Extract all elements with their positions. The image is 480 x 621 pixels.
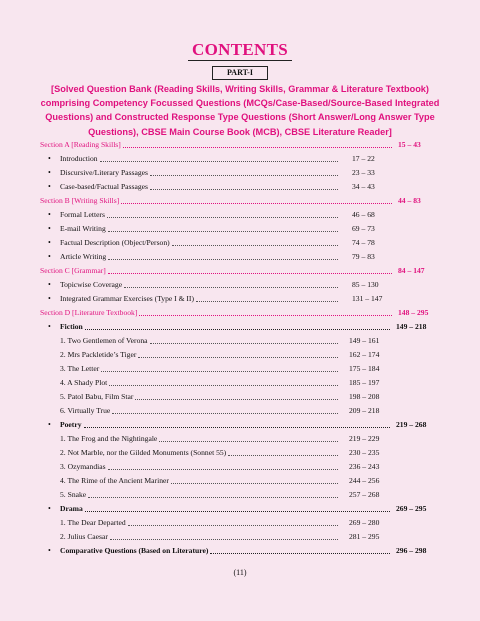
toc-pages: 44 – 83: [398, 196, 421, 205]
toc-pages: 185 – 197: [349, 378, 380, 387]
toc-label: Section D [Literature Textbook]: [40, 308, 138, 317]
toc-label: Fiction: [60, 322, 83, 331]
dot-leader: [124, 287, 338, 288]
intro-text: [Solved Question Bank (Reading Skills, Writing Skills, Grammar & Literature Textbook) comprising Competency Focussed Questions (MCQs/Case-Based/Source-Based Integrated Questions) and Constructed Response Type Questions (Short Answer/Long Answer Type Questions), CBSE Main Course Book (MCB), CBSE Literature Reader]: [40, 84, 440, 137]
toc-section: [0, 195, 480, 206]
title-underline: [188, 60, 292, 61]
toc-pages: 209 – 218: [349, 406, 380, 415]
dot-leader: [150, 343, 338, 344]
toc-entry: [0, 461, 480, 472]
toc-label: Article Writing: [60, 252, 107, 261]
toc-entry: [0, 391, 480, 402]
toc-label: Factual Description (Object/Person): [60, 238, 170, 247]
toc-pages: 230 – 235: [349, 448, 380, 457]
toc-pages: 236 – 243: [349, 462, 380, 471]
dot-leader: [110, 539, 338, 540]
toc-entry: [0, 279, 480, 290]
toc-pages: 296 – 298: [396, 546, 427, 555]
dot-leader: [107, 217, 338, 218]
toc-pages: 85 – 130: [352, 280, 379, 289]
dot-leader: [128, 525, 338, 526]
toc-entry: [0, 209, 480, 220]
toc-pages: 17 – 22: [352, 154, 375, 163]
toc-pages: 74 – 78: [352, 238, 375, 247]
toc-entry: [0, 335, 480, 346]
toc-label: 4. A Shady Plot: [60, 378, 108, 387]
bullet-icon: •: [48, 420, 51, 429]
toc-label: Case-based/Factual Passages: [60, 182, 148, 191]
toc-pages: 198 – 208: [349, 392, 380, 401]
toc-label: 6. Virtually True: [60, 406, 111, 415]
dot-leader: [108, 231, 338, 232]
toc-label: 2. Not Marble, nor the Gilded Monuments (Sonnet 55): [60, 448, 227, 457]
bullet-icon: •: [48, 546, 51, 555]
toc-pages: 131 – 147: [352, 294, 383, 303]
toc-section: [0, 139, 480, 150]
dot-leader: [123, 147, 392, 148]
toc-pages: 69 – 73: [352, 224, 375, 233]
toc-entry: [0, 531, 480, 542]
bullet-icon: •: [48, 182, 51, 191]
bullet-icon: •: [48, 322, 51, 331]
toc-pages: 269 – 295: [396, 504, 427, 513]
dot-leader: [108, 259, 338, 260]
toc-pages: 257 – 268: [349, 490, 380, 499]
dot-leader: [228, 455, 338, 456]
dot-leader: [84, 427, 390, 428]
bullet-icon: •: [48, 154, 51, 163]
toc-entry: [0, 167, 480, 178]
toc-label: Section C [Grammar]: [40, 266, 106, 275]
toc-section: [0, 307, 480, 318]
toc-label: Discursive/Literary Passages: [60, 168, 148, 177]
dot-leader: [159, 441, 338, 442]
toc-entry: [0, 293, 480, 304]
bullet-icon: •: [48, 504, 51, 513]
dot-leader: [85, 329, 390, 330]
toc-pages: 219 – 229: [349, 434, 380, 443]
toc-pages: 244 – 256: [349, 476, 380, 485]
dot-leader: [121, 203, 392, 204]
toc-label: Formal Letters: [60, 210, 105, 219]
toc-label: Drama: [60, 504, 83, 513]
toc-entry: [0, 349, 480, 360]
dot-leader: [112, 413, 338, 414]
dot-leader: [150, 175, 338, 176]
toc-pages: 219 – 268: [396, 420, 427, 429]
dot-leader: [138, 357, 338, 358]
toc-label: 1. The Frog and the Nightingale: [60, 434, 158, 443]
part-label: PART-I: [212, 66, 268, 80]
toc-pages: 148 – 295: [398, 308, 429, 317]
toc-entry: [0, 433, 480, 444]
toc-label: Comparative Questions (Based on Literature): [60, 546, 209, 555]
dot-leader: [108, 469, 338, 470]
toc-entry: [0, 447, 480, 458]
dot-leader: [100, 161, 338, 162]
toc-label: 3. Ozymandias: [60, 462, 106, 471]
toc-pages: 149 – 218: [396, 322, 427, 331]
bullet-icon: •: [48, 280, 51, 289]
toc-pages: 84 – 147: [398, 266, 425, 275]
toc-subsection: [0, 419, 480, 430]
toc-label: 5. Patol Babu, Film Star: [60, 392, 134, 401]
toc-label: E-mail Writing: [60, 224, 106, 233]
page-title: CONTENTS: [192, 40, 288, 59]
dot-leader: [171, 483, 338, 484]
toc-pages: 175 – 184: [349, 364, 380, 373]
toc-entry: [0, 251, 480, 262]
dot-leader: [172, 245, 338, 246]
bullet-icon: •: [48, 224, 51, 233]
toc-entry: [0, 181, 480, 192]
toc-entry: [0, 363, 480, 374]
toc-pages: 23 – 33: [352, 168, 375, 177]
toc-section: [0, 265, 480, 276]
toc-label: Topicwise Coverage: [60, 280, 123, 289]
dot-leader: [210, 553, 390, 554]
dot-leader: [101, 371, 338, 372]
toc-subsection: [0, 321, 480, 332]
dot-leader: [139, 315, 392, 316]
toc-entry: [0, 237, 480, 248]
toc-label: Section B [Writing Skills]: [40, 196, 120, 205]
bullet-icon: •: [48, 294, 51, 303]
dot-leader: [108, 273, 392, 274]
dot-leader: [88, 497, 338, 498]
toc-entry: [0, 223, 480, 234]
toc-pages: 79 – 83: [352, 252, 375, 261]
toc-pages: 15 – 43: [398, 140, 421, 149]
toc-label: Poetry: [60, 420, 82, 429]
toc-label: Integrated Grammar Exercises (Type I & II): [60, 294, 194, 303]
toc-label: Introduction: [60, 154, 98, 163]
toc-label: Section A [Reading Skills]: [40, 140, 121, 149]
toc-pages: 281 – 295: [349, 532, 380, 541]
toc-entry: [0, 377, 480, 388]
toc-label: 5. Snake: [60, 490, 87, 499]
toc-label: 1. The Dear Departed: [60, 518, 126, 527]
toc-label: 2. Mrs Packletide’s Tiger: [60, 350, 137, 359]
toc-label: 1. Two Gentlemen of Verona: [60, 336, 148, 345]
toc-subsection: [0, 503, 480, 514]
toc-pages: 149 – 161: [349, 336, 380, 345]
bullet-icon: •: [48, 238, 51, 247]
bullet-icon: •: [48, 210, 51, 219]
toc-entry: [0, 517, 480, 528]
toc-pages: 162 – 174: [349, 350, 380, 359]
toc-entry: [0, 405, 480, 416]
dot-leader: [85, 511, 390, 512]
toc-entry: [0, 475, 480, 486]
page-number: (11): [233, 568, 247, 577]
toc-pages: 269 – 280: [349, 518, 380, 527]
bullet-icon: •: [48, 252, 51, 261]
toc-entry: [0, 489, 480, 500]
dot-leader: [196, 301, 338, 302]
toc-label: 2. Julius Caesar: [60, 532, 108, 541]
toc-label: 4. The Rime of the Ancient Mariner: [60, 476, 169, 485]
toc-entry: [0, 153, 480, 164]
dot-leader: [150, 189, 338, 190]
dot-leader: [135, 399, 338, 400]
toc-subsection: [0, 545, 480, 556]
dot-leader: [109, 385, 338, 386]
toc-pages: 46 – 68: [352, 210, 375, 219]
bullet-icon: •: [48, 168, 51, 177]
toc-label: 3. The Letter: [60, 364, 100, 373]
toc-pages: 34 – 43: [352, 182, 375, 191]
